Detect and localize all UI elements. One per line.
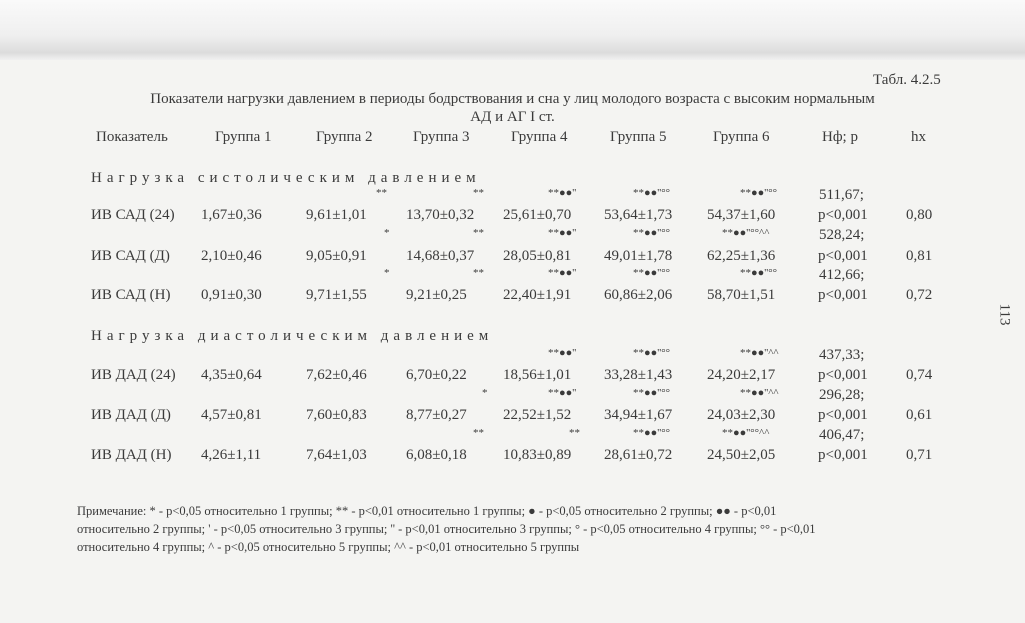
cell-r2-g1: 0,91±0,30 bbox=[201, 287, 262, 303]
cell-r1-hx: 0,81 bbox=[906, 248, 933, 264]
row-name-0: ИВ САД (24) bbox=[91, 207, 175, 223]
cell-r3-g2: 7,62±0,46 bbox=[306, 367, 367, 383]
header-group-1: Группа 1 bbox=[215, 129, 272, 145]
cell-r3-hx: 0,74 bbox=[906, 367, 933, 383]
header-group-6: Группа 6 bbox=[713, 129, 770, 145]
scan-shadow-band bbox=[0, 0, 1025, 60]
cell-r4-g3: 8,77±0,27 bbox=[406, 407, 467, 423]
cell-r4-g4: 22,52±1,52 bbox=[503, 407, 572, 423]
section-systolic: Нагрузка систолическим давлением bbox=[91, 170, 481, 186]
cell-r5-hx: 0,71 bbox=[906, 447, 933, 463]
header-group-2: Группа 2 bbox=[316, 129, 373, 145]
cell-r2-g2: 9,71±1,55 bbox=[306, 287, 367, 303]
cell-r1-g6: 62,25±1,36 bbox=[707, 248, 776, 264]
cell-r0-g5: 53,64±1,73 bbox=[604, 207, 673, 223]
header-group-5: Группа 5 bbox=[610, 129, 667, 145]
mark-r0-g6: **●●''°° bbox=[740, 187, 778, 199]
mark-r5-g6: **●●''°°^^ bbox=[722, 427, 770, 439]
cell-r4-g5: 34,94±1,67 bbox=[604, 407, 673, 423]
mark-r4-g6: **●●''^^ bbox=[740, 387, 779, 399]
note-line-2: относительно 2 группы; ' - р<0,05 относительно 3 группы; '' - р<0,01 относительно 3 группы; ° - р<0,05 относительно 4 группы; °° - р<0,01 bbox=[77, 522, 816, 536]
page-number: 113 bbox=[996, 303, 1013, 326]
cell-r4-g6: 24,03±2,30 bbox=[707, 407, 776, 423]
mark-r5-g5: **●●''°° bbox=[633, 427, 671, 439]
section-diastolic: Нагрузка диастолическим давлением bbox=[91, 328, 494, 344]
table-title-line1: Показатели нагрузки давлением в периоды бодрствования и сна у лиц молодого возраста с высоким нормальным bbox=[150, 91, 875, 107]
row-name-3: ИВ ДАД (24) bbox=[91, 367, 176, 383]
cell-r0-g4: 25,61±0,70 bbox=[503, 207, 572, 223]
cell-r5-g4: 10,83±0,89 bbox=[503, 447, 572, 463]
mark-r2-g3: ** bbox=[473, 267, 484, 279]
mark-r3-g6: **●●''^^ bbox=[740, 347, 779, 359]
note-line-3: относительно 4 группы; ^ - р<0,05 относительно 5 группы; ^^ - р<0,01 относительно 5 группы bbox=[77, 540, 580, 554]
row-name-2: ИВ САД (Н) bbox=[91, 287, 171, 303]
cell-r5-p: р<0,001 bbox=[818, 447, 868, 463]
mark-r5-g3: ** bbox=[473, 427, 484, 439]
cell-r5-g5: 28,61±0,72 bbox=[604, 447, 673, 463]
mark-r5-g4: ** bbox=[569, 427, 580, 439]
cell-r0-g6: 54,37±1,60 bbox=[707, 207, 776, 223]
cell-r5-g2: 7,64±1,03 bbox=[306, 447, 367, 463]
cell-r1-g4: 28,05±0,81 bbox=[503, 248, 572, 264]
mark-r0-g2: ** bbox=[376, 187, 387, 199]
mark-r3-g5: **●●''°° bbox=[633, 347, 671, 359]
mark-r4-g4: **●●'' bbox=[548, 387, 577, 399]
cell-r2-nf: 412,66; bbox=[819, 267, 865, 283]
cell-r3-g3: 6,70±0,22 bbox=[406, 367, 467, 383]
mark-r1-g3: ** bbox=[473, 227, 484, 239]
cell-r3-g4: 18,56±1,01 bbox=[503, 367, 572, 383]
cell-r0-hx: 0,80 bbox=[906, 207, 933, 223]
cell-r3-p: р<0,001 bbox=[818, 367, 868, 383]
cell-r0-g3: 13,70±0,32 bbox=[406, 207, 475, 223]
cell-r1-nf: 528,24; bbox=[819, 227, 865, 243]
note-line-1: Примечание: * - р<0,05 относительно 1 группы; ** - р<0,01 относительно 1 группы; ● - р<0,05 относительно 2 группы; ●● - р<0,01 bbox=[77, 504, 777, 518]
cell-r3-g1: 4,35±0,64 bbox=[201, 367, 262, 383]
cell-r1-g1: 2,10±0,46 bbox=[201, 248, 262, 264]
header-group-4: Группа 4 bbox=[511, 129, 568, 145]
table-title-line2: АД и АГ I ст. bbox=[470, 109, 555, 125]
cell-r0-p: р<0,001 bbox=[818, 207, 868, 223]
cell-r2-p: р<0,001 bbox=[818, 287, 868, 303]
mark-r4-g3: * bbox=[482, 387, 488, 399]
cell-r4-p: р<0,001 bbox=[818, 407, 868, 423]
header-nf-p: Нф; р bbox=[822, 129, 858, 145]
mark-r2-g4: **●●'' bbox=[548, 267, 577, 279]
cell-r0-g2: 9,61±1,01 bbox=[306, 207, 367, 223]
cell-r4-nf: 296,28; bbox=[819, 387, 865, 403]
mark-r0-g5: **●●''°° bbox=[633, 187, 671, 199]
cell-r2-g4: 22,40±1,91 bbox=[503, 287, 572, 303]
mark-r1-g6: **●●''°°^^ bbox=[722, 227, 770, 239]
row-name-5: ИВ ДАД (Н) bbox=[91, 447, 172, 463]
mark-r2-g2: * bbox=[384, 267, 390, 279]
mark-r0-g4: **●●'' bbox=[548, 187, 577, 199]
cell-r3-nf: 437,33; bbox=[819, 347, 865, 363]
cell-r4-hx: 0,61 bbox=[906, 407, 933, 423]
cell-r0-nf: 511,67; bbox=[819, 187, 864, 203]
row-name-1: ИВ САД (Д) bbox=[91, 248, 170, 264]
cell-r5-nf: 406,47; bbox=[819, 427, 865, 443]
cell-r2-g3: 9,21±0,25 bbox=[406, 287, 467, 303]
cell-r3-g5: 33,28±1,43 bbox=[604, 367, 673, 383]
table-label: Табл. 4.2.5 bbox=[873, 72, 941, 88]
cell-r2-hx: 0,72 bbox=[906, 287, 933, 303]
cell-r5-g3: 6,08±0,18 bbox=[406, 447, 467, 463]
header-hx: hx bbox=[911, 129, 926, 145]
mark-r1-g5: **●●''°° bbox=[633, 227, 671, 239]
cell-r4-g2: 7,60±0,83 bbox=[306, 407, 367, 423]
mark-r0-g3: ** bbox=[473, 187, 484, 199]
header-group-3: Группа 3 bbox=[413, 129, 470, 145]
cell-r1-g2: 9,05±0,91 bbox=[306, 248, 367, 264]
cell-r0-g1: 1,67±0,36 bbox=[201, 207, 262, 223]
cell-r2-g6: 58,70±1,51 bbox=[707, 287, 776, 303]
cell-r2-g5: 60,86±2,06 bbox=[604, 287, 673, 303]
cell-r4-g1: 4,57±0,81 bbox=[201, 407, 262, 423]
cell-r5-g1: 4,26±1,11 bbox=[201, 447, 262, 463]
mark-r1-g2: * bbox=[384, 227, 390, 239]
cell-r3-g6: 24,20±2,17 bbox=[707, 367, 776, 383]
cell-r5-g6: 24,50±2,05 bbox=[707, 447, 776, 463]
mark-r4-g5: **●●''°° bbox=[633, 387, 671, 399]
cell-r1-g3: 14,68±0,37 bbox=[406, 248, 475, 264]
mark-r3-g4: **●●'' bbox=[548, 347, 577, 359]
mark-r1-g4: **●●'' bbox=[548, 227, 577, 239]
header-indicator: Показатель bbox=[96, 129, 168, 145]
mark-r2-g6: **●●''°° bbox=[740, 267, 778, 279]
cell-r1-g5: 49,01±1,78 bbox=[604, 248, 673, 264]
mark-r2-g5: **●●''°° bbox=[633, 267, 671, 279]
row-name-4: ИВ ДАД (Д) bbox=[91, 407, 171, 423]
cell-r1-p: р<0,001 bbox=[818, 248, 868, 264]
